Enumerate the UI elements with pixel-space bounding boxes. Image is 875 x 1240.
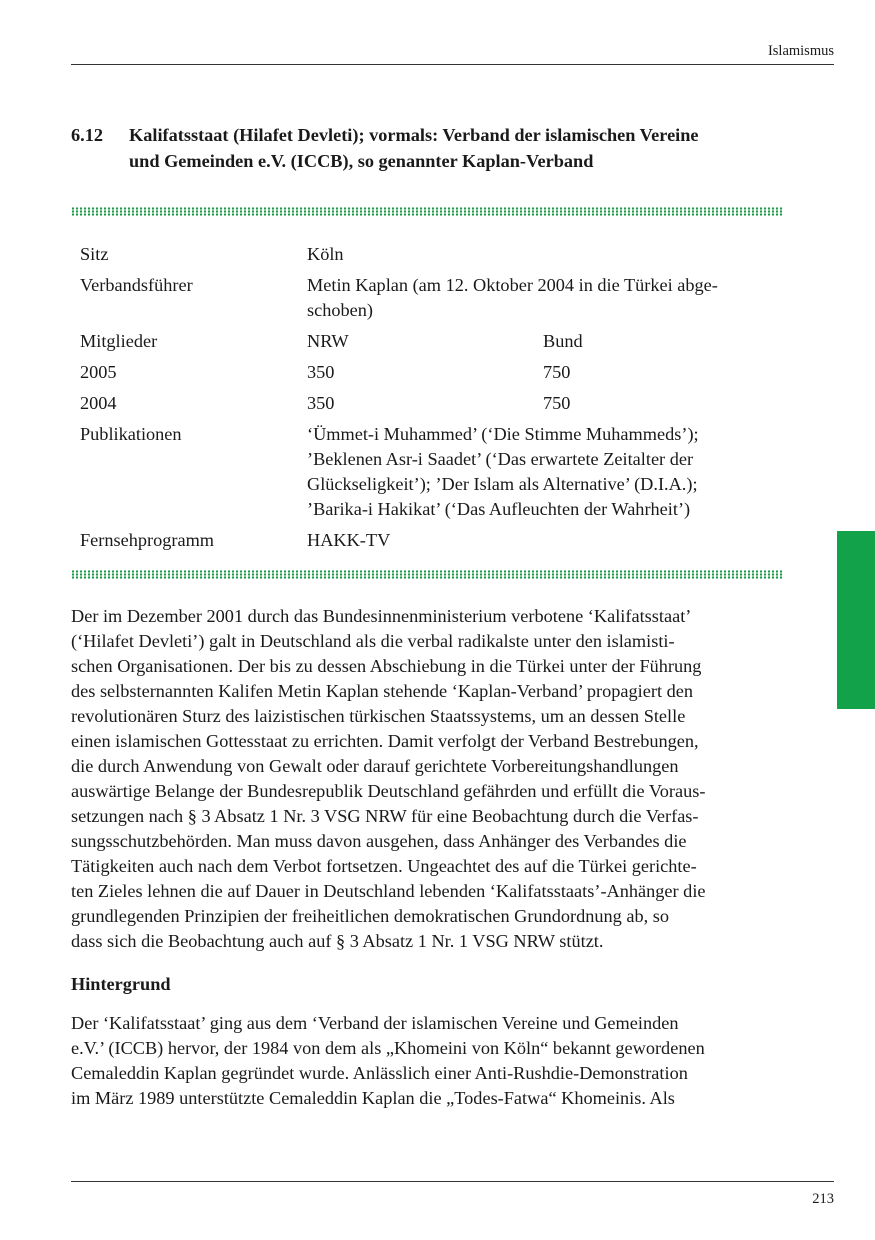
body-paragraph-2 xyxy=(71,1011,801,1111)
text-line: sungsschutzbehörden. Man muss davon ausgehen, dass Anhänger des Verbandes die xyxy=(71,831,687,851)
fact-value xyxy=(307,273,800,323)
page-number: 213 xyxy=(812,1191,834,1207)
text-line: einen islamischen Gottesstaat zu errichten. Damit verfolgt der Verband Bestrebungen, xyxy=(71,731,699,751)
fact-value: Köln xyxy=(307,244,344,264)
text-line: dass sich die Beobachtung auch auf § 3 Absatz 1 Nr. 1 VSG NRW stützt. xyxy=(71,931,604,951)
text-line: setzungen nach § 3 Absatz 1 Nr. 3 VSG NRW für eine Beobachtung durch die Verfas- xyxy=(71,806,699,826)
fact-value: HAKK-TV xyxy=(307,530,391,550)
fact-label: Sitz xyxy=(80,244,109,264)
fact-row-tv xyxy=(80,528,800,553)
body-paragraph-1 xyxy=(71,604,801,954)
footer-rule xyxy=(71,1181,834,1182)
text-line: revolutionären Sturz des laizistischen türkischen Staatssystems, um an dessen Stelle xyxy=(71,706,686,726)
fact-row-publications xyxy=(80,422,800,522)
text-line: Cemaleddin Kaplan gegründet wurde. Anlässlich einer Anti-Rushdie-Demonstration xyxy=(71,1063,688,1083)
members-bund-value: 750 xyxy=(543,393,571,413)
publication-line: ’Barika-i Hakikat’ (‘Das Aufleuchten der Wahrheit’) xyxy=(307,499,691,519)
dotted-divider-top xyxy=(71,207,783,216)
text-line: e.V.’ (ICCB) hervor, der 1984 von dem als „Khomeini von Köln“ bekannt gewordenen xyxy=(71,1038,705,1058)
publication-line: ’Beklenen Asr-i Saadet’ (‘Das erwartete Zeitalter der xyxy=(307,449,694,469)
section-heading xyxy=(71,122,811,174)
section-title xyxy=(129,122,811,174)
text-line: Der ‘Kalifatsstaat’ ging aus dem ‘Verband der islamischen Vereine und Gemeinden xyxy=(71,1013,679,1033)
running-head: Islamismus xyxy=(767,43,834,59)
members-nrw-value: 350 xyxy=(307,362,335,382)
fact-row-members-2005 xyxy=(80,360,800,385)
text-line: auswärtige Belange der Bundesrepublik Deutschland gefährden und erfüllt die Voraus- xyxy=(71,781,706,801)
text-line: ten Zieles lehnen die auf Dauer in Deutschland lebenden ‘Kalifatsstaats’-Anhänger die xyxy=(71,881,706,901)
text-line: Der im Dezember 2001 durch das Bundesinnenministerium verbotene ‘Kalifatsstaat’ xyxy=(71,606,692,626)
members-year: 2004 xyxy=(80,393,117,413)
fact-label: Fernsehprogramm xyxy=(80,530,215,550)
fact-row-members-2004 xyxy=(80,391,800,416)
section-title-line-2: und Gemeinden e.V. (ICCB), so genannter Kaplan-Verband xyxy=(129,151,594,171)
text-line: im März 1989 unterstützte Cemaleddin Kaplan die „Todes-Fatwa“ Khomeinis. Als xyxy=(71,1088,675,1108)
text-line: schen Organisationen. Der bis zu dessen Abschiebung in die Türkei unter der Führung xyxy=(71,656,702,676)
subheading-hintergrund: Hintergrund xyxy=(71,974,171,994)
members-col-nrw: NRW xyxy=(307,331,349,351)
fact-row-members-header xyxy=(80,329,800,354)
members-year: 2005 xyxy=(80,362,117,382)
header-rule xyxy=(71,64,834,65)
members-bund-value: 750 xyxy=(543,362,571,382)
dotted-divider-bottom xyxy=(71,570,783,579)
fact-row-sitz xyxy=(80,242,800,267)
leader-line-1: Metin Kaplan (am 12. Oktober 2004 in die Türkei abge- xyxy=(307,275,718,295)
chapter-tab-marker xyxy=(837,531,875,709)
text-line: des selbsternannten Kalifen Metin Kaplan stehende ‘Kaplan-Verband’ propagiert den xyxy=(71,681,694,701)
text-line: Tätigkeiten auch nach dem Verbot fortsetzen. Ungeachtet des auf die Türkei gerichte- xyxy=(71,856,697,876)
fact-label: Mitglieder xyxy=(80,331,158,351)
fact-row-leader xyxy=(80,273,800,323)
text-line: grundlegenden Prinzipien der freiheitlichen demokratischen Grundordnung ab, so xyxy=(71,906,670,926)
text-line: die durch Anwendung von Gewalt oder darauf gerichtete Vorbereitungshandlungen xyxy=(71,756,679,776)
fact-value xyxy=(307,422,800,522)
fact-table xyxy=(80,242,800,559)
members-nrw-value: 350 xyxy=(307,393,335,413)
publication-line: Glückseligkeit’); ’Der Islam als Alternative’ (D.I.A.); xyxy=(307,474,698,494)
fact-label: Publikationen xyxy=(80,424,182,444)
section-number: 6.12 xyxy=(71,125,103,145)
publication-line: ‘Ümmet-i Muhammed’ (‘Die Stimme Muhammeds’); xyxy=(307,424,699,444)
fact-label: Verbandsführer xyxy=(80,275,193,295)
members-col-bund: Bund xyxy=(543,331,583,351)
text-line: (‘Hilafet Devleti’) galt in Deutschland als die verbal radikalste unter den islamisti- xyxy=(71,631,675,651)
leader-line-2: schoben) xyxy=(307,300,373,320)
section-title-line-1: Kalifatsstaat (Hilafet Devleti); vormals: Verband der islamischen Vereine xyxy=(129,125,699,145)
